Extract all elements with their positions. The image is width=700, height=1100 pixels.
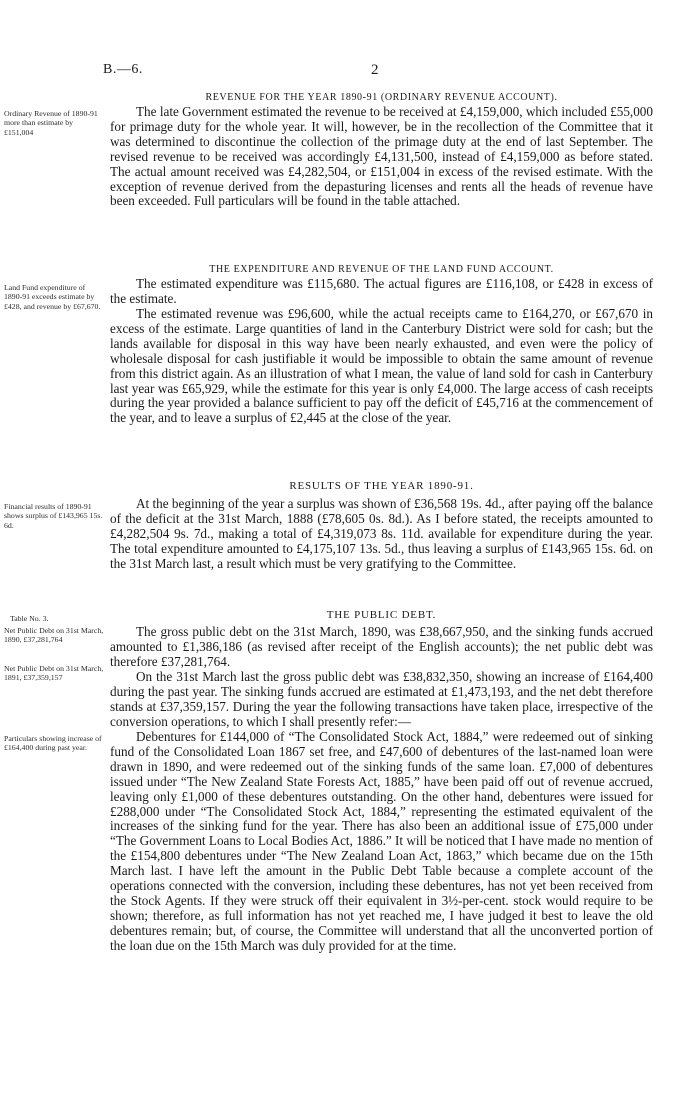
margin-note-revenue: Ordinary Revenue of 1890-91 more than estimate by £151,004 <box>4 109 98 137</box>
paragraph-land-fund-expenditure: The estimated expenditure was £115,680. The actual figures are £116,108, or £428 in excess of the estimate. <box>110 276 653 306</box>
margin-note-net-debt-1891: Net Public Debt on 31st March, 1891, £37,359,157 <box>4 664 104 683</box>
section-heading-results: RESULTS OF THE YEAR 1890-91. <box>289 480 474 492</box>
margin-note-table-ref: Table No. 3. <box>10 614 49 623</box>
margin-note-particulars: Particulars showing increase of £164,400 during past year. <box>4 734 102 753</box>
document-reference: B.—6. <box>103 62 143 77</box>
section-heading-public-debt: THE PUBLIC DEBT. <box>326 609 437 621</box>
paragraph-results: At the beginning of the year a surplus was shown of £36,568 19s. 4d., after paying off the balance of the deficit at the 31st March, 1888 (£78,605 0s. 8d.). As I before stated, the receipts amounted to £4,282,504 9s. 7d., making a total of £4,319,073 8s. 11d. available for expenditure during the year. The total expenditure amounted to £4,175,107 13s. 5d., thus leaving a surplus of £143,965 15s. 6d. on the 31st March last, a result which must be very gratifying to the Committee. <box>110 496 653 571</box>
page-number: 2 <box>371 62 379 78</box>
paragraph-revenue: The late Government estimated the revenue to be received at £4,159,000, which included £55,000 for primage duty for the whole year. It will, however, be in the recollection of the Committee that it was determined to discontinue the collection of the primage duty at the end of last September. The revised revenue to be received was accordingly £4,131,500, instead of £4,159,000 as before stated. The actual amount received was £4,282,504, or £151,004 in excess of the revised estimate. With the exception of revenue derived from the depasturing licenses and rents all the heads of revenue have been exceeded. Full particulars will be found in the table attached. <box>110 104 653 209</box>
paragraph-gross-debt-1890: The gross public debt on the 31st March, 1890, was £38,667,950, and the sinking funds accrued amounted to £1,386,186 (as revised after receipt of the English accounts); the net public debt was therefore £37,281,764. <box>110 624 653 669</box>
paragraph-gross-debt-1891: On the 31st March last the gross public debt was £38,832,350, showing an increase of £164,400 during the past year. The sinking funds accrued are estimated at £1,473,193, and the net debt therefore stands at £37,359,157. During the year the following transactions have taken place, irrespective of the conversion operations, to which I shall presently refer:— <box>110 669 653 729</box>
margin-note-results: Financial results of 1890-91 shows surplus of £143,965 15s. 6d. <box>4 502 103 530</box>
paragraph-land-fund-revenue: The estimated revenue was £96,600, while the actual receipts came to £164,270, or £67,670 in excess of the estimate. Large quantities of land in the Canterbury District were sold for cash; but the lands available for disposal in this way have been nearly exhausted, and even were the policy of wholesale disposal for cash justifiable it would be impossible to obtain the same amount of revenue from this district again. As an illustration of what I mean, the value of land sold for cash in Canterbury last year was £65,929, while the estimate for this year is only £4,000. The large access of cash receipts during the year provided a balance sufficient to pay off the deficit of £45,716 at the commencement of the year, and to leave a surplus of £2,445 at the close of the year. <box>110 306 653 426</box>
section-heading-land-fund: THE EXPENDITURE AND REVENUE OF THE LAND FUND ACCOUNT. <box>209 264 554 275</box>
section-heading-revenue: REVENUE FOR THE YEAR 1890-91 (ORDINARY REVENUE ACCOUNT). <box>205 92 558 103</box>
paragraph-debentures: Debentures for £144,000 of “The Consolidated Stock Act, 1884,” were redeemed out of sinking fund of the Consolidated Loan 1867 set free, and £47,600 of debentures of the last-named loan were drawn in 1890, and were redeemed out of the sinking funds of the same loan. £7,000 of debentures issued under “The New Zealand State Forests Act, 1885,” have been paid off out of revenue accrued, leaving only £1,000 of these debentures outstanding. On the other hand, debentures were issued for £288,000 under “The Consolidated Stock Act, 1884,” representing the estimated equivalent of the increases of the sinking fund for the year. There has also been an additional issue of £75,000 under “The Government Loans to Local Bodies Act, 1886.” It will be noticed that I have made no mention of the £154,800 debentures under “The New Zealand Loan Act, 1863,” which became due on the 15th March last. I have left the amount in the Public Debt Table because a complete account of the operations connected with the conversion, including these debentures, has not yet been received from the Stock Agents. If they were struck off their equivalent in 3½-per-cent. stock would require to be shown; therefore, as full information has not yet reached me, I have judged it best to leave the old debentures remain; but, of course, the Committee will understand that all the unconverted portion of the loan due on the 15th March was duly provided for at the time. <box>110 729 653 953</box>
margin-note-land-fund: Land Fund expenditure of 1890-91 exceeds estimate by £428, and revenue by £67,670. <box>4 283 101 311</box>
margin-note-net-debt-1890: Net Public Debt on 31st March, 1890, £37,281,764 <box>4 626 104 645</box>
